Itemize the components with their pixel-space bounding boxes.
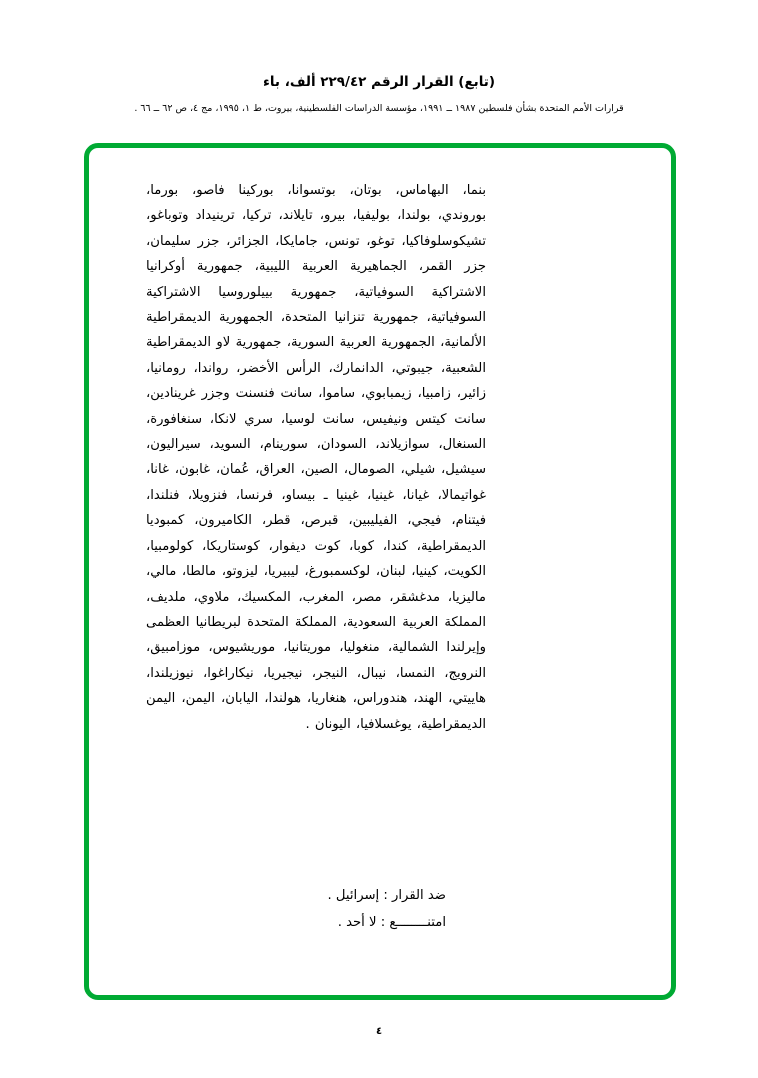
- source-citation: قرارات الأمم المتحدة بشأن فلسطين ١٩٨٧ ــ ١٩٩١، مؤسسة الدراسات الفلسطينية، بيروت، ط ١، ١٩٩٥، مج ٤، ص ٦٢ ــ ٦٦ .: [134, 103, 624, 114]
- vote-line-abstained: امتنــــــــع : لا أحد .: [337, 915, 446, 930]
- vote-line-against: ضد القرار : إسرائيل .: [327, 888, 446, 903]
- content-frame: [84, 143, 676, 1000]
- page-number: ٤: [375, 1026, 383, 1037]
- vote-results: [146, 882, 446, 936]
- page-title: (تابع) القرار الرقم ٢٢٩/٤٢ ألف، باء: [262, 74, 496, 90]
- body-paragraph: بنما، البهاماس، بوتان، بوتسوانا، بوركينا فاصو، بورما، بوروندي، بولندا، بوليفيا، بيرو، تايلاند، تركيا، ترينيداد وتوباغو، تشيكوسلوفاكيا، توغو، تونس، جامايكا، الجزائر، جزر سليمان، جزر القمر، الجماهيرية العربية الليبية، جمهورية أوكرانيا الاشتراكية السوفياتية، جمهورية بييلوروسيا الاشتراكية السوفياتية، جمهورية تنزانيا المتحدة، الجمهورية الديمقراطية الألمانية، الجمهورية العربية السورية، جمهورية لاو الديمقراطية الشعبية، جيبوتي، الدانمارك، الرأس الأخضر، رواندا، رومانيا، زائير، زامبيا، زيمبابوي، ساموا، سانت فنسنت وجزر غرينادين، سانت كيتس ونيفيس، سانت لوسيا، سري لانكا، سنغافورة، السنغال، سوازيلاند، السودان، سورينام، السويد، سيراليون، سيشيل، شيلي، الصومال، الصين، العراق، عُمان، غابون، غانا، غواتيمالا، غيانا، غينيا، غينيا ـ بيساو، فرنسا، فنزويلا، فنلندا، فيتنام، فيجي، الفيليبين، قبرص، قطر، الكاميرون، كمبوديا الديمقراطية، كندا، كوبا، كوت ديفوار، كوستاريكا، كولومبيا، الكويت، كينيا، لبنان، لوكسمبورغ، ليبيريا، ليزوتو، مالطا، مالي، ماليزيا، مدغشقر، مصر، المغرب، المكسيك، ملاوي، ملديف، المملكة العربية السعودية، المملكة المتحدة لبريطانيا العظمى وإيرلندا الشمالية، منغوليا، موريتانيا، موريشيوس، موزامبيق، النرويج، النمسا، نيبال، النيجر، نيجيريا، نيكاراغوا، نيوزيلندا، هاييتي، الهند، هندوراس، هنغاريا، هولندا، اليابان، اليمن، اليمن الديمقراطية، يوغسلافيا، اليونان .: [146, 183, 486, 732]
